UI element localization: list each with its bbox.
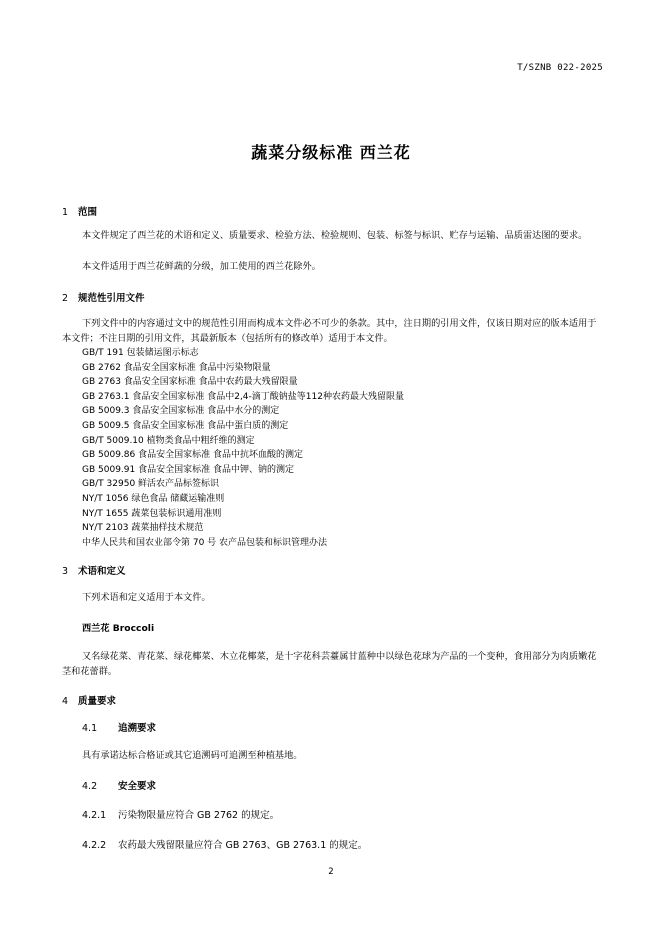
reference-item: GB 5009.5 食品安全国家标准 食品中蛋白质的测定	[82, 420, 289, 431]
subsection-4-2-heading	[82, 778, 156, 792]
section-2-heading	[62, 290, 145, 304]
section-title: 范围	[78, 207, 98, 218]
reference-item: GB 2763.1 食品安全国家标准 食品中2,4-滴丁酸钠盐等112种农药最大残留限量	[82, 391, 404, 402]
section-1-paragraph-1: 本文件规定了西兰花的术语和定义、质量要求、检验方法、检验规则、包装、标签与标识、贮存与运输、品质雷达图的要求。	[82, 230, 588, 241]
section-title: 质量要求	[78, 696, 117, 707]
reference-item: GB 5009.86 食品安全国家标准 食品中抗坏血酸的测定	[82, 450, 303, 461]
reference-item: GB 2763 食品安全国家标准 食品中农药最大残留限量	[82, 377, 298, 388]
reference-item: NY/T 2103 蔬菜抽样技术规范	[82, 523, 204, 534]
subsection-4-1-heading	[82, 720, 156, 734]
reference-item: GB/T 5009.10 植物类食品中粗纤维的测定	[82, 435, 255, 446]
reference-item: 中华人民共和国农业部令第 70 号 农产品包装和标识管理办法	[82, 537, 328, 548]
clause-4-2-1	[82, 807, 279, 821]
subsection-4-1-text: 具有承诺达标合格证或其它追溯码可追溯至种植基地。	[82, 750, 303, 761]
reference-item: GB 2762 食品安全国家标准 食品中污染物限量	[82, 362, 271, 373]
clause-number: 4.2.1	[82, 810, 107, 821]
section-number: 2	[62, 293, 69, 304]
clause-number: 4.2.2	[82, 840, 107, 851]
section-number: 1	[62, 207, 69, 218]
subsection-number: 4.2	[82, 781, 98, 792]
reference-item: NY/T 1056 绿色食品 储藏运输准则	[82, 493, 225, 504]
section-3-heading	[62, 563, 126, 577]
section-title: 规范性引用文件	[78, 293, 145, 304]
section-1-paragraph-2: 本文件适用于西兰花鲜蔬的分级，加工使用的西兰花除外。	[82, 261, 321, 272]
clause-text: 污染物限量应符合 GB 2762 的规定。	[118, 810, 280, 821]
section-4-heading	[62, 693, 116, 707]
reference-list	[82, 346, 404, 550]
clause-text: 农药最大残留限量应符合 GB 2763、GB 2763.1 的规定。	[118, 840, 368, 851]
subsection-title: 追溯要求	[118, 723, 157, 734]
document-title: 蔬菜分级标准 西兰花	[251, 143, 411, 162]
subsection-title: 安全要求	[118, 781, 157, 792]
reference-item: GB/T 32950 鲜活农产品标签标识	[82, 479, 220, 490]
term-broccoli: 西兰花 Broccoli	[82, 623, 155, 634]
section-3-intro: 下列术语和定义适用于本文件。	[82, 592, 211, 603]
reference-item: GB 5009.91 食品安全国家标准 食品中钾、钠的测定	[82, 464, 294, 475]
section-number: 3	[62, 566, 69, 577]
term-definition: 又名绿花菜、青花菜、绿花椰菜、木立花椰菜，是十字花科芸薹属甘蓝种中以绿色花球为产品的一个变种，食用部分为肉质嫩花茎和花蕾群。	[62, 651, 597, 677]
subsection-number: 4.1	[82, 723, 98, 734]
section-title: 术语和定义	[78, 566, 126, 577]
section-1-heading	[62, 204, 97, 218]
section-number: 4	[62, 696, 69, 707]
standard-code: T/SZNB 022-2025	[517, 63, 603, 73]
reference-item: NY/T 1655 蔬菜包装标识通用准则	[82, 508, 222, 519]
reference-item: GB/T 191 包装储运图示标志	[82, 348, 199, 358]
page-number: 2	[328, 867, 334, 877]
clause-4-2-2	[82, 837, 367, 851]
section-2-intro: 下列文件中的内容通过文中的规范性引用而构成本文件必不可少的条款。其中，注日期的引用文件，仅该日期对应的版本适用于本文件；不注日期的引用文件，其最新版本（包括所有的修改单）适用于本文件。	[62, 318, 597, 344]
reference-item: GB 5009.3 食品安全国家标准 食品中水分的测定	[82, 406, 280, 417]
